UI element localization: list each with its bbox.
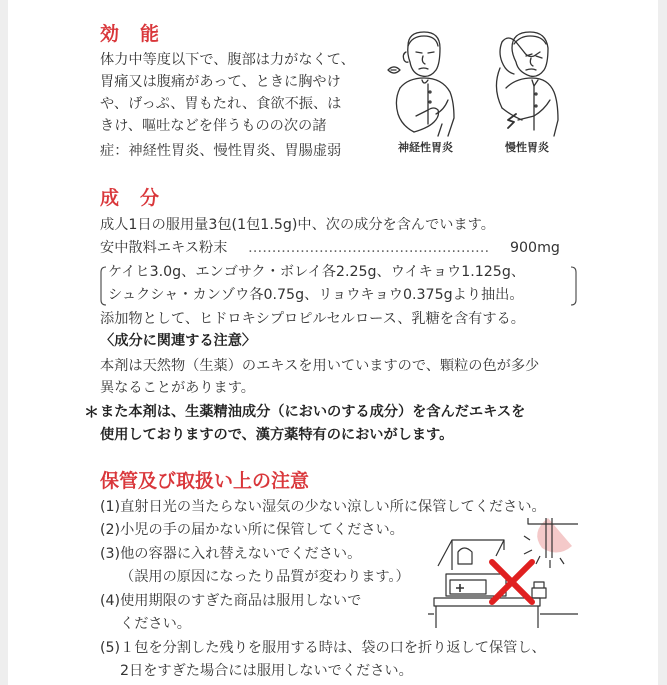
storage-item-1: (1)直射日光の当たらない湿気の少ない涼しい所に保管してください。 [100, 499, 546, 515]
efficacy-line-5: 症：神経性胃炎、慢性胃炎、胃腸虚弱 [100, 143, 342, 159]
storage-item-2: (2)小児の手の届かない所に保管してください。 [100, 522, 404, 538]
document-page [8, 0, 658, 685]
man-holding-stomach-icon [386, 28, 468, 138]
fig2-caption: 慢性胃炎 [505, 141, 549, 154]
extract-name: 安中散料エキス粉末 [100, 240, 228, 256]
man-holding-head-icon [492, 28, 574, 138]
storage-item-4-cont: ください。 [120, 616, 191, 632]
storage-item-5-cont: 2日をすぎた場合には服用しないでください。 [120, 663, 413, 679]
storage-heading: 保管及び取扱い上の注意 [100, 470, 310, 492]
extract-amount: 900mg [510, 240, 560, 256]
efficacy-line-2: 胃痛又は腹痛があって、ときに胸やけ [100, 74, 341, 90]
extract-leader-dots: …………………………………………… [248, 240, 490, 256]
ingredients-heading: 成 分 [100, 187, 161, 209]
herbs-line-1: ケイヒ3.0g、エンゴサク・ボレイ各2.25g、ウイキョウ1.125g、 [108, 264, 526, 280]
ingredients-intro: 成人1日の服用量3包(1包1.5g)中、次の成分を含んでいます。 [100, 217, 495, 233]
efficacy-line-1: 体力中等度以下で、腹部は力がなくて、 [100, 52, 355, 68]
fig1-caption: 神経性胃炎 [398, 141, 453, 154]
note1-line-2: 異なることがあります。 [100, 380, 255, 396]
cabinet-cross-icon [428, 518, 578, 628]
storage-item-3: (3)他の容器に入れ替えないでください。 [100, 546, 362, 562]
notes-heading: 〈成分に関連する注意〉 [100, 333, 257, 349]
storage-item-3-note: （誤用の原因になったり品質が変わります。） [120, 569, 410, 585]
efficacy-heading: 効 能 [100, 23, 161, 45]
asterisk-mark: ＊ [84, 403, 100, 421]
efficacy-line-4: きけ、嘔吐などを伴うものの次の諸 [100, 118, 327, 134]
herbs-line-2: シュクシャ・カンゾウ各0.75g、リョウキョウ0.375gより抽出。 [108, 287, 524, 303]
additives-text: 添加物として、ヒドロキシプロピルセルロース、乳糖を含有する。 [100, 311, 525, 327]
note1-line-1: 本剤は天然物（生薬）のエキスを用いていますので、顆粒の色が多少 [100, 358, 540, 374]
note2-line-2: 使用しておりますので、漢方薬特有のにおいがします。 [100, 427, 454, 443]
note2-line-1: また本剤は、生薬精油成分（においのする成分）を含んだエキスを [100, 404, 526, 420]
storage-item-5: (5)１包を分割した残りを服用する時は、袋の口を折り返して保管し、 [100, 640, 546, 656]
storage-item-4: (4)使用期限のすぎた商品は服用しないで [100, 593, 362, 609]
efficacy-line-3: や、げっぷ、胃もたれ、食欲不振、は [100, 96, 342, 112]
